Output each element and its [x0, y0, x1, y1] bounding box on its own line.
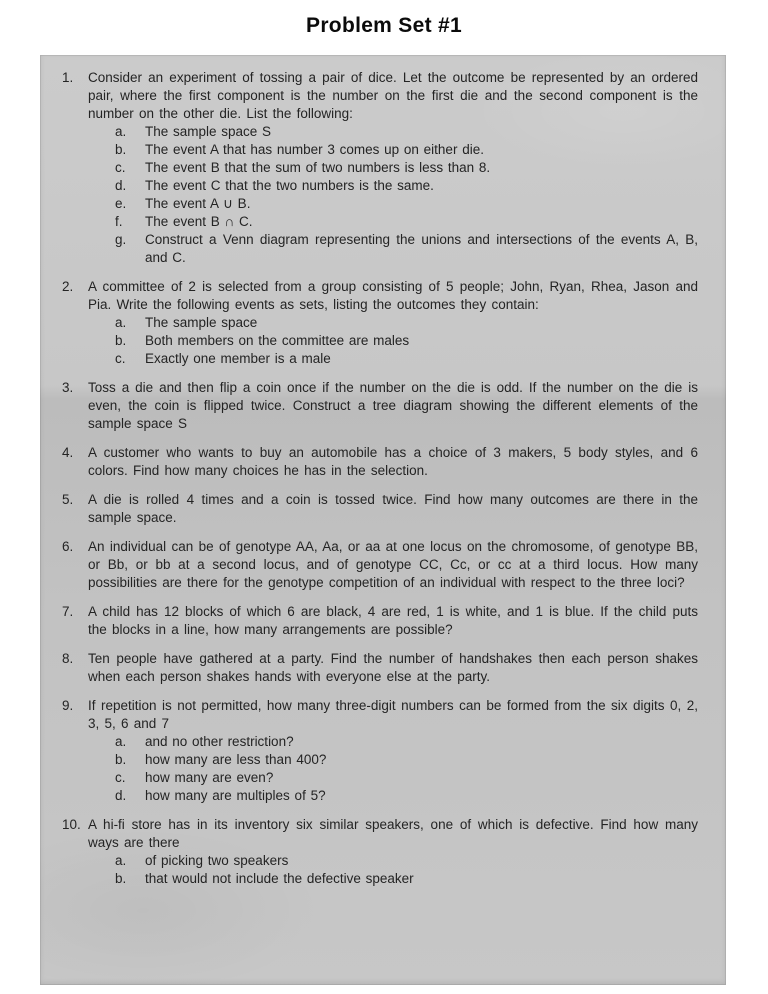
subitem-label: b. [115, 142, 127, 157]
problem-subitem [115, 852, 698, 870]
problem-subitem [115, 123, 698, 141]
problems-list [60, 69, 698, 888]
problem-body [88, 650, 698, 686]
problem-subitem [115, 733, 698, 751]
problem-text: Consider an experiment of tossing a pair of dice. Let the outcome be represented by an ordered pair, where the first component is the number on the first die and the second component is the number on the other die. List the following: [88, 70, 698, 121]
problem-item [60, 650, 698, 686]
subitem-text: Exactly one member is a male [145, 351, 331, 366]
problem-item [60, 491, 698, 527]
subitem-label: f. [115, 214, 123, 229]
subitem-label: c. [115, 351, 126, 366]
problem-item [60, 444, 698, 480]
problem-number: 8. [62, 651, 74, 666]
problem-text: A customer who wants to buy an automobile has a choice of 3 makers, 5 body styles, and 6 colors. Find how many choices he has in the selection. [88, 445, 698, 478]
problem-item [60, 69, 698, 267]
subitem-text: Both members on the committee are males [145, 333, 410, 348]
subitem-label: g. [115, 232, 127, 247]
problem-body [88, 278, 698, 368]
subitem-text: how many are less than 400? [145, 752, 327, 767]
problem-body [88, 491, 698, 527]
subitem-label: a. [115, 853, 127, 868]
subitem-text: The event B ∩ C. [145, 214, 253, 229]
problem-subitem [115, 213, 698, 231]
subitem-text: how many are multiples of 5? [145, 788, 326, 803]
problem-text: If repetition is not permitted, how many three-digit numbers can be formed from the six digits 0, 2, 3, 5, 6 and 7 [88, 698, 698, 731]
scanned-problem-sheet [40, 55, 726, 985]
problem-item [60, 603, 698, 639]
subitem-text: The sample space S [145, 124, 272, 139]
problem-number: 3. [62, 380, 74, 395]
problem-subitem [115, 350, 698, 368]
problem-subitem [115, 787, 698, 805]
problem-number: 5. [62, 492, 74, 507]
problem-number: 9. [62, 698, 74, 713]
subitem-text: how many are even? [145, 770, 274, 785]
problem-text: A committee of 2 is selected from a group consisting of 5 people; John, Ryan, Rhea, Jason and Pia. Write the following events as sets, listing the outcomes they contain: [88, 279, 698, 312]
subitem-label: b. [115, 752, 127, 767]
problem-number: 7. [62, 604, 74, 619]
subitem-label: d. [115, 788, 127, 803]
subitem-label: a. [115, 315, 127, 330]
subitem-text: that would not include the defective speaker [145, 871, 414, 886]
problem-subitem [115, 769, 698, 787]
subitem-text: and no other restriction? [145, 734, 294, 749]
problem-number: 10. [62, 817, 81, 832]
problem-subitem [115, 141, 698, 159]
problem-subitem [115, 332, 698, 350]
problem-item [60, 697, 698, 805]
subitem-label: b. [115, 333, 127, 348]
problem-body [88, 816, 698, 888]
problem-number: 6. [62, 539, 74, 554]
problem-item [60, 379, 698, 433]
subitem-text: The event A ∪ B. [145, 196, 251, 211]
problem-number: 4. [62, 445, 74, 460]
problem-body [88, 697, 698, 805]
subitem-text: The event C that the two numbers is the same. [145, 178, 434, 193]
problem-subitem [115, 231, 698, 267]
problem-text: An individual can be of genotype AA, Aa, or aa at one locus on the chromosome, of genotype BB, or Bb, or bb at a second locus, and of genotype CC, Cc, or cc at a third locus. How many possibilities are there for the genotype competition of an individual with respect to the three loci? [88, 539, 698, 590]
problem-body [88, 444, 698, 480]
problem-item [60, 538, 698, 592]
problem-body [88, 603, 698, 639]
subitem-text: The event B that the sum of two numbers is less than 8. [145, 160, 491, 175]
problem-subitem [115, 314, 698, 332]
problem-body [88, 538, 698, 592]
page-title: Problem Set #1 [306, 14, 462, 37]
problem-body [88, 69, 698, 267]
subitem-label: a. [115, 734, 127, 749]
problem-text: A hi-fi store has in its inventory six similar speakers, one of which is defective. Find how many ways are there [88, 817, 698, 850]
problem-subitem [115, 177, 698, 195]
problem-subitem [115, 159, 698, 177]
problem-subitem [115, 195, 698, 213]
subitem-text: of picking two speakers [145, 853, 289, 868]
subitem-text: The event A that has number 3 comes up on either die. [145, 142, 484, 157]
problem-number: 2. [62, 279, 74, 294]
subitem-text: The sample space [145, 315, 258, 330]
subitem-label: c. [115, 160, 126, 175]
problem-subitem [115, 751, 698, 769]
subitem-label: e. [115, 196, 127, 211]
problem-text: A child has 12 blocks of which 6 are black, 4 are red, 1 is white, and 1 is blue. If the child puts the blocks in a line, how many arrangements are possible? [88, 604, 698, 637]
subitem-label: b. [115, 871, 127, 886]
problem-item [60, 278, 698, 368]
subitem-label: d. [115, 178, 127, 193]
problem-subitem [115, 870, 698, 888]
subitem-label: c. [115, 770, 126, 785]
problem-item [60, 816, 698, 888]
problem-number: 1. [62, 70, 74, 85]
problem-body [88, 379, 698, 433]
problem-text: Toss a die and then flip a coin once if the number on the die is odd. If the number on the die is even, the coin is flipped twice. Construct a tree diagram showing the different elements of the sample space S [88, 380, 698, 431]
problem-text: Ten people have gathered at a party. Find the number of handshakes then each person shakes when each person shakes hands with everyone else at the party. [88, 651, 698, 684]
problem-text: A die is rolled 4 times and a coin is tossed twice. Find how many outcomes are there in the sample space. [88, 492, 698, 525]
subitem-label: a. [115, 124, 127, 139]
subitem-text: Construct a Venn diagram representing the unions and intersections of the events A, B, and C. [145, 232, 698, 265]
